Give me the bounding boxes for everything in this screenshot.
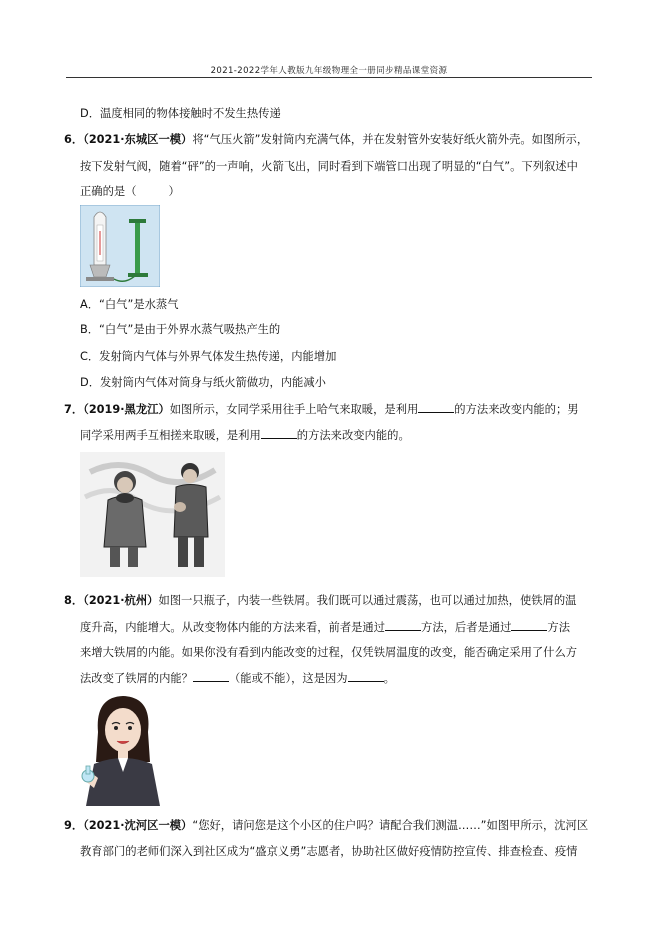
question-source: （2021·沈河区一模） — [83, 819, 193, 832]
question-text: 法改变了铁屑的内能？ — [80, 672, 193, 685]
q8-line1 — [64, 593, 576, 609]
question-text: 度升高，内能增大。从改变物体内能的方法来看，前者是通过 — [80, 621, 386, 634]
answer-blank[interactable] — [418, 401, 454, 413]
question-text: 。 — [383, 672, 395, 685]
q8-line2 — [80, 619, 570, 636]
question-text: 正确的是（ — [80, 185, 137, 198]
rocket-launcher-figure — [80, 205, 160, 287]
question-text: “您好，请问您是这个小区的住户吗？请配合我们测温……”如图甲所示，沈河区 — [192, 819, 589, 832]
q5-option-d: D．温度相同的物体接触时不发生热传递 — [80, 107, 281, 120]
q6-option-a: A．“白气”是水蒸气 — [80, 298, 179, 311]
question-text: 如图所示，女同学采用往手上哈气来取暖，是利用 — [169, 403, 419, 416]
q6-option-b: B．“白气”是由于外界水蒸气吸热产生的 — [80, 323, 281, 336]
q6-option-d: D．发射筒内气体对筒身与纸火箭做功，内能减小 — [80, 376, 326, 389]
answer-blank[interactable] — [348, 670, 384, 682]
question-source: （2021·杭州） — [83, 594, 159, 607]
q7-line1 — [64, 401, 579, 418]
students-warming-hands-figure — [80, 452, 225, 577]
q7-line2 — [80, 427, 410, 444]
answer-blank[interactable] — [385, 619, 421, 631]
question-text: 的方法来改变内能的；男 — [454, 403, 579, 416]
teacher-cartoon-figure — [80, 692, 166, 806]
question-text: （能或不能），这是因为 — [228, 672, 348, 685]
question-text: 的方法来改变内能的。 — [296, 429, 410, 442]
q8-line4 — [80, 670, 395, 687]
question-number: 7． — [64, 403, 84, 416]
question-text: 同学采用两手互相搓来取暖，是利用 — [80, 429, 261, 442]
question-number: 8． — [64, 594, 84, 607]
q6-option-c: C．发射筒内气体与外界气体发生热传递，内能增加 — [80, 350, 337, 363]
answer-blank[interactable] — [261, 427, 297, 439]
q8-line3: 来增大铁屑的内能。如果你没有看到内能改变的过程，仅凭铁屑温度的改变，能否确定采用了什么方 — [80, 646, 578, 659]
question-number: 6． — [64, 133, 84, 146]
q6-line1 — [64, 132, 588, 148]
page-header: 2021-2022学年人教版九年级物理全一册同步精品课堂资源 — [210, 66, 448, 76]
answer-blank[interactable] — [193, 670, 229, 682]
q6-line2: 按下发射气阀，随着“砰”的一声响，火箭飞出，同时看到下端管口出现了明显的“白气”。下列叙述中 — [80, 160, 578, 173]
question-number: 9． — [64, 819, 84, 832]
question-source: （2021·东城区一模） — [83, 133, 193, 146]
answer-blank[interactable] — [511, 619, 547, 631]
question-text: 方法 — [547, 621, 571, 634]
header-rule — [66, 77, 592, 78]
q9-line2: 教育部门的老师们深入到社区成为“盛京义勇”志愿者，协助社区做好疫情防控宣传、排查检查、疫情 — [80, 845, 578, 858]
question-text: 将“气压火箭”发射筒内充满气体，并在发射管外安装好纸火箭外壳。如图所示， — [192, 133, 589, 146]
question-text: 如图一只瓶子，内装一些铁屑。我们既可以通过震荡，也可以通过加热，使铁屑的温 — [158, 594, 577, 607]
question-text: 方法，后者是通过 — [421, 621, 512, 634]
q6-line3 — [80, 184, 180, 200]
q9-line1 — [64, 818, 588, 834]
question-source: （2019·黑龙江） — [83, 403, 170, 416]
question-text: ） — [168, 185, 180, 198]
